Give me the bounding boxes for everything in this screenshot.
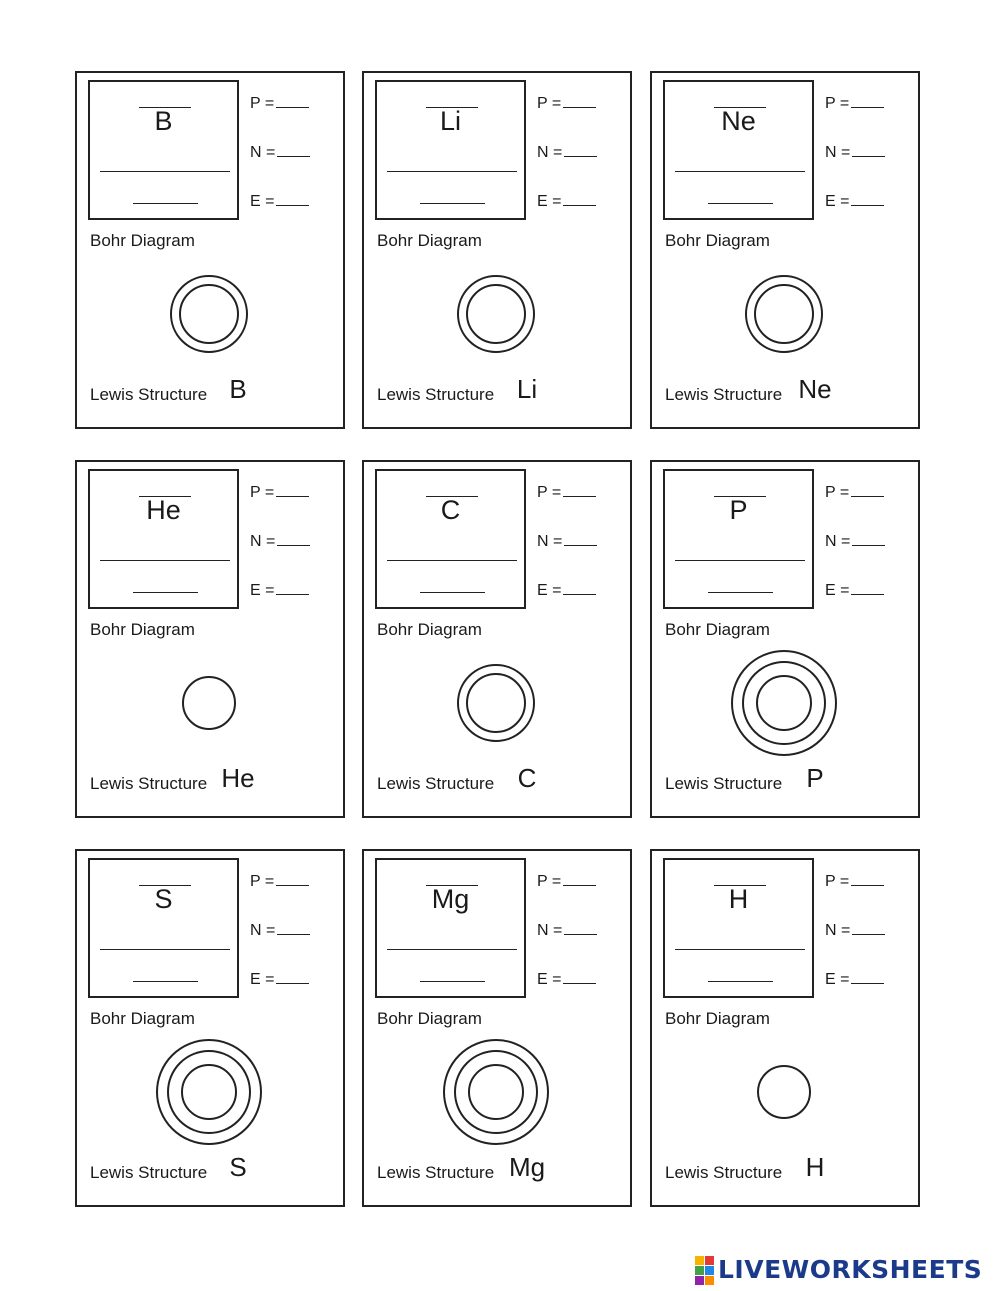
logo-block [695, 1256, 704, 1265]
bohr-diagram[interactable] [77, 253, 343, 373]
protons-blank[interactable] [563, 93, 596, 108]
atomic-mass-blank[interactable] [708, 592, 773, 593]
neutrons-blank[interactable] [852, 920, 885, 935]
electrons-blank[interactable] [851, 580, 884, 595]
lewis-structure-label: Lewis Structure [90, 385, 208, 404]
electrons-row [250, 969, 309, 990]
electrons-blank[interactable] [276, 580, 309, 595]
logo-block [705, 1256, 714, 1265]
protons-blank[interactable] [851, 482, 884, 497]
neutrons-row [825, 920, 885, 941]
protons-row [250, 93, 309, 114]
bohr-diagram-label: Bohr Diagram [665, 1009, 770, 1028]
element-card [75, 71, 345, 429]
electron-shell [168, 1051, 250, 1133]
electron-shell [183, 677, 235, 729]
electrons-label: E = [537, 971, 562, 988]
logo-block [695, 1266, 704, 1275]
atomic-mass-blank[interactable] [708, 981, 773, 982]
protons-label: P = [537, 95, 562, 112]
electrons-label: E = [825, 582, 850, 599]
lewis-structure-label: Lewis Structure [377, 385, 495, 404]
logo-blocks-icon [695, 1256, 714, 1285]
electrons-label: E = [250, 193, 275, 210]
element-symbol: Mg [431, 884, 470, 914]
neutrons-label: N = [250, 144, 276, 161]
electron-shell [180, 285, 238, 343]
bohr-diagram-label: Bohr Diagram [377, 620, 482, 639]
element-symbol: H [728, 884, 749, 914]
protons-label: P = [825, 95, 850, 112]
neutrons-blank[interactable] [564, 920, 597, 935]
electrons-row [250, 191, 309, 212]
electron-shell [171, 276, 247, 352]
protons-blank[interactable] [276, 93, 309, 108]
protons-label: P = [537, 484, 562, 501]
element-symbol-box [375, 80, 526, 220]
electrons-row [825, 580, 884, 601]
element-card [650, 460, 920, 818]
protons-row [537, 871, 596, 892]
protons-blank[interactable] [851, 871, 884, 886]
electron-shell [743, 662, 825, 744]
bohr-diagram[interactable] [652, 1031, 918, 1151]
protons-label: P = [825, 484, 850, 501]
atomic-mass-blank[interactable] [420, 592, 485, 593]
electrons-blank[interactable] [563, 580, 596, 595]
neutrons-row [825, 142, 885, 163]
electron-shell [746, 276, 822, 352]
lewis-structure-label: Lewis Structure [377, 774, 495, 793]
protons-label: P = [250, 873, 275, 890]
neutrons-row [825, 531, 885, 552]
element-symbol-box [375, 469, 526, 609]
electron-shell [458, 276, 534, 352]
protons-blank[interactable] [276, 482, 309, 497]
bohr-diagram-label: Bohr Diagram [90, 620, 195, 639]
electrons-row [250, 580, 309, 601]
electrons-row [537, 580, 596, 601]
element-card [362, 460, 632, 818]
atomic-mass-blank[interactable] [708, 203, 773, 204]
protons-row [825, 871, 884, 892]
element-name-blank[interactable] [675, 560, 805, 561]
element-card [75, 849, 345, 1207]
bohr-diagram-label: Bohr Diagram [665, 231, 770, 250]
electrons-blank[interactable] [563, 969, 596, 984]
electrons-row [825, 969, 884, 990]
element-symbol-box [663, 858, 814, 998]
bohr-diagram[interactable] [364, 253, 630, 373]
element-name-blank[interactable] [675, 171, 805, 172]
neutrons-label: N = [250, 533, 276, 550]
logo-text: LIVEWORKSHEETS [718, 1255, 983, 1284]
atomic-mass-blank[interactable] [133, 981, 198, 982]
electron-shell [455, 1051, 537, 1133]
element-card [650, 71, 920, 429]
bohr-diagram-label: Bohr Diagram [665, 620, 770, 639]
electrons-blank[interactable] [276, 191, 309, 206]
electrons-label: E = [825, 971, 850, 988]
liveworksheets-logo [695, 1255, 982, 1285]
electrons-label: E = [825, 193, 850, 210]
electrons-label: E = [537, 582, 562, 599]
neutrons-blank[interactable] [564, 531, 597, 546]
bohr-diagram-label: Bohr Diagram [90, 231, 195, 250]
protons-blank[interactable] [851, 93, 884, 108]
protons-label: P = [825, 873, 850, 890]
neutrons-row [537, 920, 597, 941]
logo-block [695, 1276, 704, 1285]
bohr-diagram-label: Bohr Diagram [377, 1009, 482, 1028]
electrons-blank[interactable] [276, 969, 309, 984]
protons-row [250, 482, 309, 503]
bohr-diagram[interactable] [77, 1031, 343, 1151]
element-symbol: B [154, 106, 173, 136]
electron-shell [757, 676, 811, 730]
neutrons-row [537, 142, 597, 163]
electrons-row [537, 969, 596, 990]
atomic-mass-blank[interactable] [420, 981, 485, 982]
lewis-structure-label: Lewis Structure [377, 1163, 495, 1182]
protons-row [825, 482, 884, 503]
element-card [650, 849, 920, 1207]
electrons-label: E = [250, 582, 275, 599]
neutrons-row [250, 920, 310, 941]
protons-blank[interactable] [276, 871, 309, 886]
element-symbol: C [440, 495, 461, 525]
neutrons-blank[interactable] [564, 142, 597, 157]
neutrons-label: N = [825, 533, 851, 550]
neutrons-blank[interactable] [277, 920, 310, 935]
atomic-mass-blank[interactable] [420, 203, 485, 204]
electrons-blank[interactable] [851, 191, 884, 206]
electrons-row [825, 191, 884, 212]
electron-shell [758, 1066, 810, 1118]
electrons-label: E = [537, 193, 562, 210]
element-symbol-box [663, 469, 814, 609]
electron-shell [458, 665, 534, 741]
electrons-row [537, 191, 596, 212]
protons-blank[interactable] [563, 871, 596, 886]
bohr-diagram[interactable] [364, 1031, 630, 1151]
bohr-diagram[interactable] [652, 253, 918, 373]
element-symbol: P [729, 495, 748, 525]
electron-shell [755, 285, 813, 343]
bohr-diagram[interactable] [652, 642, 918, 762]
electrons-blank[interactable] [851, 969, 884, 984]
lewis-structure-label: Lewis Structure [665, 1163, 783, 1182]
protons-row [537, 482, 596, 503]
electron-shell [469, 1065, 523, 1119]
element-card [362, 849, 632, 1207]
lewis-symbol[interactable]: C [517, 763, 537, 793]
bohr-diagram[interactable] [364, 642, 630, 762]
neutrons-row [250, 142, 310, 163]
neutrons-blank[interactable] [852, 142, 885, 157]
protons-blank[interactable] [563, 482, 596, 497]
element-symbol: Li [439, 106, 461, 136]
lewis-symbol[interactable]: Mg [508, 1152, 546, 1182]
neutrons-label: N = [825, 922, 851, 939]
neutrons-blank[interactable] [277, 142, 310, 157]
element-symbol-box [88, 469, 239, 609]
protons-label: P = [537, 873, 562, 890]
neutrons-label: N = [537, 533, 563, 550]
lewis-structure-label: Lewis Structure [90, 774, 208, 793]
neutrons-row [250, 531, 310, 552]
electrons-label: E = [250, 971, 275, 988]
electron-shell [182, 1065, 236, 1119]
protons-row [825, 93, 884, 114]
logo-block [705, 1276, 714, 1285]
logo-block [705, 1266, 714, 1275]
bohr-diagram[interactable] [77, 642, 343, 762]
lewis-symbol[interactable]: He [221, 763, 255, 793]
bohr-diagram-label: Bohr Diagram [377, 231, 482, 250]
lewis-symbol[interactable]: B [229, 374, 247, 404]
atomic-mass-blank[interactable] [133, 203, 198, 204]
neutrons-row [537, 531, 597, 552]
lewis-symbol[interactable]: Li [516, 374, 538, 404]
element-symbol: Ne [721, 106, 756, 136]
electron-shell [444, 1040, 548, 1144]
bohr-diagram-label: Bohr Diagram [90, 1009, 195, 1028]
lewis-symbol[interactable]: H [805, 1152, 825, 1182]
element-name-blank[interactable] [387, 560, 517, 561]
element-name-blank[interactable] [100, 560, 230, 561]
lewis-symbol[interactable]: S [229, 1152, 247, 1182]
electron-shell [157, 1040, 261, 1144]
lewis-symbol[interactable]: Ne [798, 374, 832, 404]
element-symbol: S [154, 884, 173, 914]
element-symbol-box [375, 858, 526, 998]
neutrons-label: N = [537, 922, 563, 939]
neutrons-label: N = [537, 144, 563, 161]
neutrons-blank[interactable] [852, 531, 885, 546]
element-name-blank[interactable] [387, 171, 517, 172]
element-symbol-box [663, 80, 814, 220]
element-card [75, 460, 345, 818]
lewis-structure-label: Lewis Structure [665, 385, 783, 404]
element-symbol-box [88, 858, 239, 998]
electron-shell [732, 651, 836, 755]
neutrons-blank[interactable] [277, 531, 310, 546]
electron-shell [467, 674, 525, 732]
atomic-mass-blank[interactable] [133, 592, 198, 593]
lewis-structure-label: Lewis Structure [665, 774, 783, 793]
element-name-blank[interactable] [675, 949, 805, 950]
protons-label: P = [250, 484, 275, 501]
protons-row [537, 93, 596, 114]
electron-shell [467, 285, 525, 343]
element-name-blank[interactable] [387, 949, 517, 950]
protons-label: P = [250, 95, 275, 112]
lewis-structure-label: Lewis Structure [90, 1163, 208, 1182]
neutrons-label: N = [825, 144, 851, 161]
protons-row [250, 871, 309, 892]
lewis-symbol[interactable]: P [806, 763, 824, 793]
element-name-blank[interactable] [100, 171, 230, 172]
element-symbol: He [146, 495, 181, 525]
neutrons-label: N = [250, 922, 276, 939]
element-card [362, 71, 632, 429]
element-symbol-box [88, 80, 239, 220]
electrons-blank[interactable] [563, 191, 596, 206]
element-name-blank[interactable] [100, 949, 230, 950]
